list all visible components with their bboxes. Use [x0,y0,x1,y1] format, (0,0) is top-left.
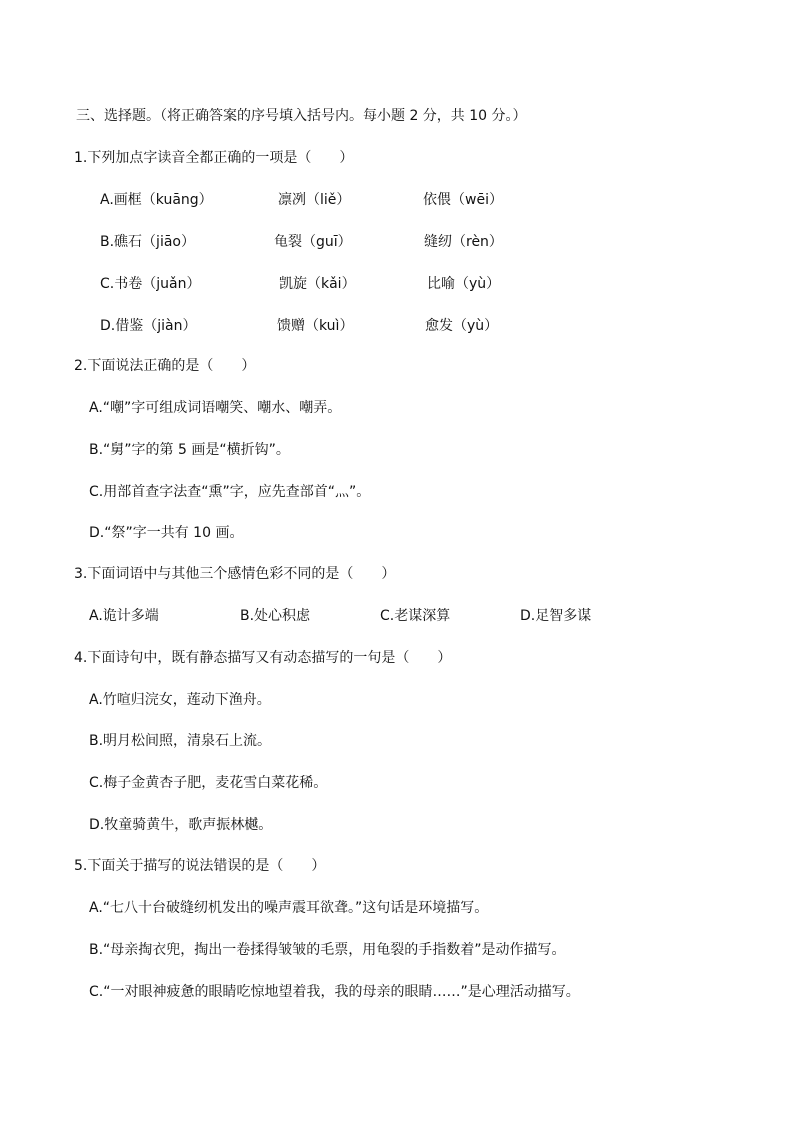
q2-option-d: D.“祭”字一共有 10 画。 [89,525,244,541]
question-1-stem: 1.下列加点字读音全都正确的一项是（ ） [74,150,354,166]
q1-option-a-word-2: 凛冽（liě） [278,192,351,208]
q5-option-b: B.“母亲掏衣兜，掏出一卷揉得皱皱的毛票，用龟裂的手指数着”是动作描写。 [89,942,566,958]
q1-option-b-word-1: B.礁石（jiāo） [100,234,195,250]
q1-option-a-word-3: 依偎（wēi） [423,192,503,208]
q2-option-a: A.“嘲”字可组成词语嘲笑、嘲水、嘲弄。 [89,400,342,416]
q3-option-b: B.处心积虑 [240,608,311,624]
question-4-stem: 4.下面诗句中，既有静态描写又有动态描写的一句是（ ） [74,650,452,666]
q1-option-d-word-2: 馈赠（kuì） [277,318,354,334]
q4-option-d: D.牧童骑黄牛，歌声振林樾。 [89,817,273,833]
q1-option-c-word-2: 凯旋（kǎi） [279,276,356,292]
q1-option-b-word-2: 龟裂（guī） [274,234,352,250]
q4-option-c: C.梅子金黄杏子肥，麦花雪白菜花稀。 [89,775,328,791]
q1-option-d-word-1: D.借鉴（jiàn） [100,318,197,334]
q3-option-a: A.诡计多端 [89,608,159,624]
q4-option-b: B.明月松间照，清泉石上流。 [89,733,272,749]
q5-option-c: C.“一对眼神疲惫的眼睛吃惊地望着我，我的母亲的眼睛……”是心理活动描写。 [89,984,580,1000]
q4-option-a: A.竹喧归浣女，莲动下渔舟。 [89,692,271,708]
q1-option-d-word-3: 愈发（yù） [425,318,499,334]
q5-option-a: A.“七八十台破缝纫机发出的噪声震耳欲聋。”这句话是环境描写。 [89,900,489,916]
q2-option-c: C.用部首查字法查“熏”字，应先查部首“灬”。 [89,484,371,500]
q1-option-c-word-1: C.书卷（juǎn） [100,276,201,292]
question-2-stem: 2.下面说法正确的是（ ） [74,358,256,374]
q3-option-d: D.足智多谋 [520,608,592,624]
q1-option-c-word-3: 比喻（yù） [427,276,501,292]
q3-option-c: C.老谋深算 [380,608,451,624]
question-3-stem: 3.下面词语中与其他三个感情色彩不同的是（ ） [74,566,396,582]
q2-option-b: B.“舅”字的第 5 画是“横折钩”。 [89,442,290,458]
section-header: 三、选择题。（将正确答案的序号填入括号内。每小题 2 分，共 10 分。） [76,108,527,124]
q1-option-b-word-3: 缝纫（rèn） [424,234,503,250]
q1-option-a-word-1: A.画框（kuāng） [100,192,213,208]
question-5-stem: 5.下面关于描写的说法错误的是（ ） [74,858,326,874]
